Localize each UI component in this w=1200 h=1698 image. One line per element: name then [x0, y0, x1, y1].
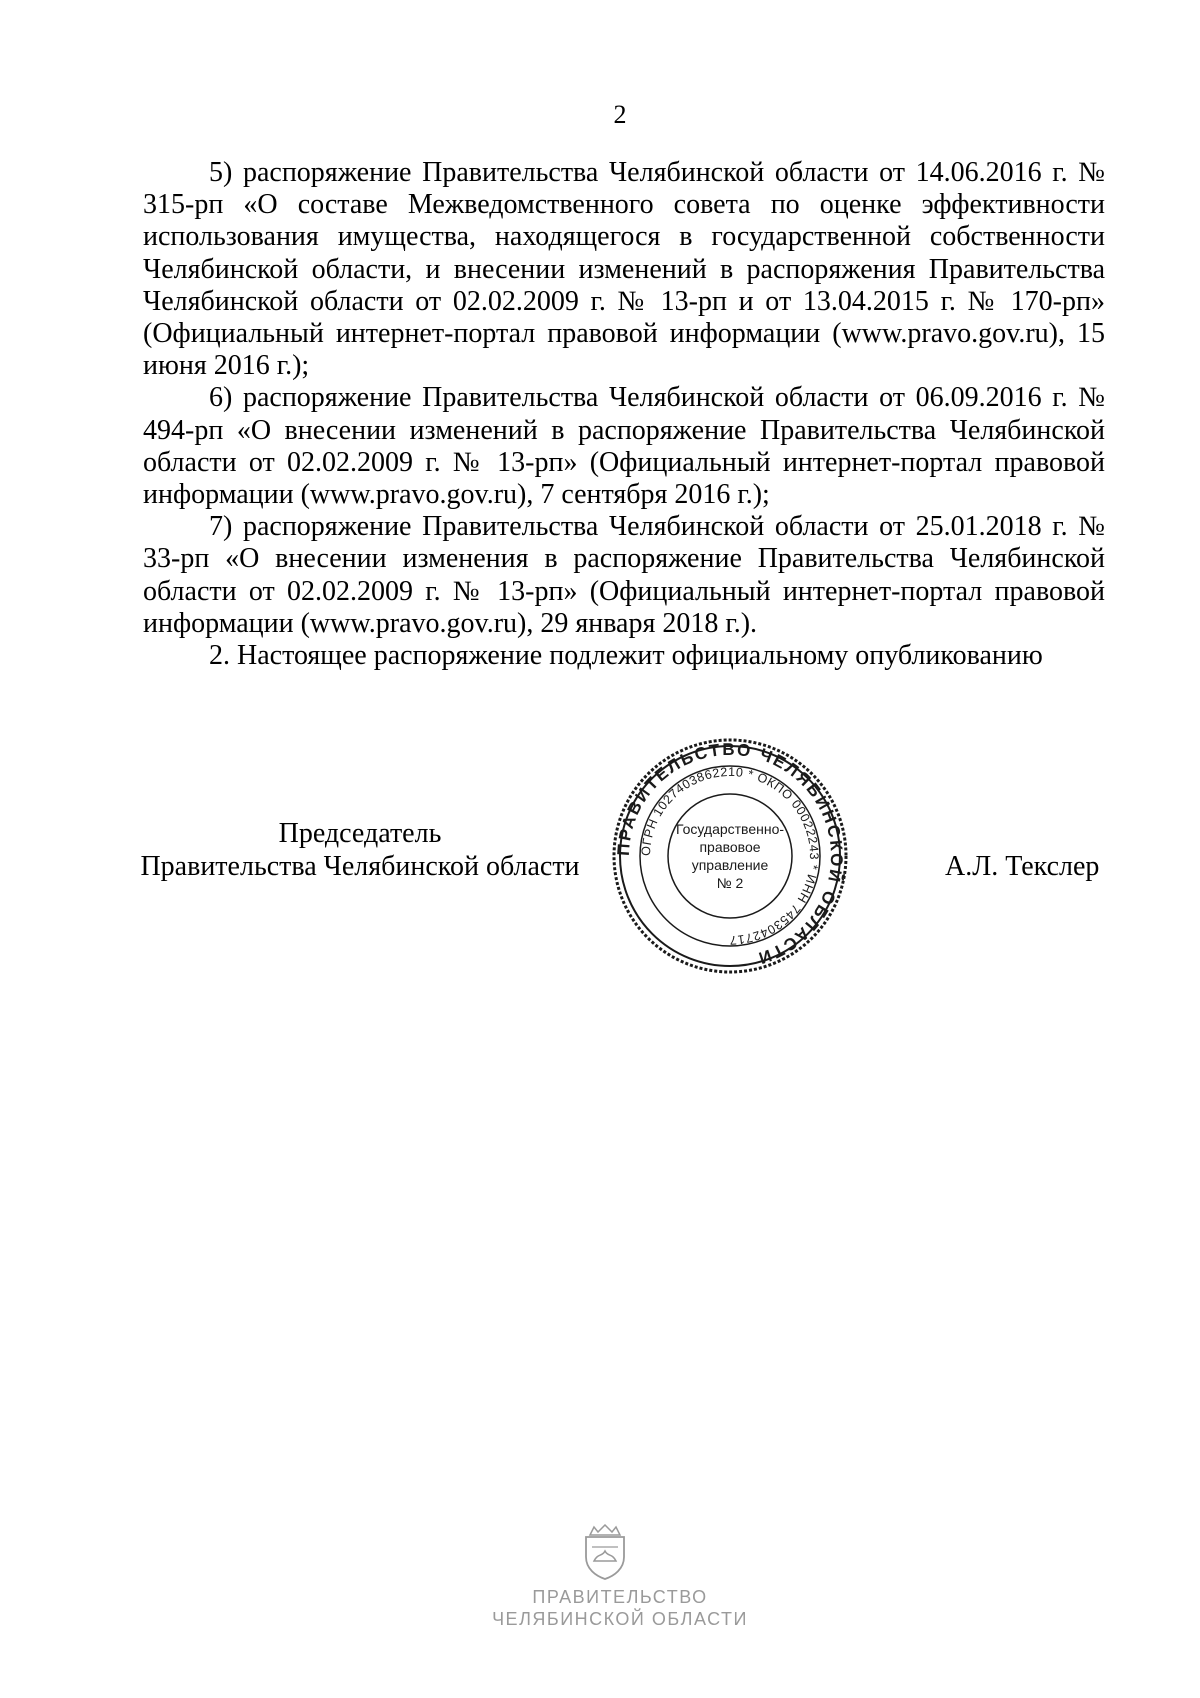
seal-center-line3: управление	[691, 857, 769, 873]
footer-line2: ЧЕЛЯБИНСКОЙ ОБЛАСТИ	[492, 1609, 748, 1629]
page-number: 2	[613, 100, 627, 129]
coat-of-arms-icon	[580, 1523, 630, 1581]
paragraph-clause-2: 2. Настоящее распоряжение подлежит официальному опубликованию	[209, 640, 1043, 672]
signatory-title-line1: Председатель	[278, 818, 442, 849]
official-seal	[610, 736, 850, 976]
signatory-name: А.Л. Текслер	[945, 851, 1100, 882]
seal-center-line4: № 2	[716, 875, 744, 891]
government-footer	[0, 1586, 1200, 1630]
seal-inner-ring	[668, 794, 792, 918]
seal-outer-text: ПРАВИТЕЛЬСТВО ЧЕЛЯБИНСКОЙ ОБЛАСТИ	[613, 739, 847, 969]
paragraph-item-6: 6) распоряжение Правительства Челябинской области от 06.09.2016 г. № 494-рп «О внесении изменений в распоряжение Правительства Челябинской области от 02.02.2009 г. № 13-рп» (Официальный интернет-портал правовой информации (www.pravo.gov.ru), 7 сентября 2016 г.);	[143, 382, 1105, 511]
seal-center-line1: Государственно-	[675, 821, 785, 837]
paragraph-item-7: 7) распоряжение Правительства Челябинской области от 25.01.2018 г. № 33-рп «О внесении изменения в распоряжение Правительства Челябинской области от 02.02.2009 г. № 13-рп» (Официальный интернет-портал правовой информации (www.pravo.gov.ru), 29 января 2018 г.).	[143, 511, 1105, 639]
seal-middle-text: ОГРН 1027403862210 * ОКПО 00022243 * ИНН 7453042717	[638, 764, 822, 948]
signatory-title-line2: Правительства Челябинской области	[140, 851, 580, 882]
seal-center-line2: правовое	[699, 839, 761, 855]
document-body	[143, 157, 1105, 672]
paragraph-item-5: 5) распоряжение Правительства Челябинской области от 14.06.2016 г. № 315-рп «О составе Межведомственного совета по оценке эффективности использования имущества, находящегося в государственной собственности Челябинской области, и внесении изменений в распоряжения Правительства Челябинской области от 02.02.2009 г. № 13-рп и от 13.04.2015 г. № 170-рп» (Официальный интернет-портал правовой информации (www.pravo.gov.ru), 15 июня 2016 г.);	[143, 157, 1105, 382]
footer-line1: ПРАВИТЕЛЬСТВО	[532, 1587, 708, 1607]
signatory-title	[140, 817, 580, 883]
